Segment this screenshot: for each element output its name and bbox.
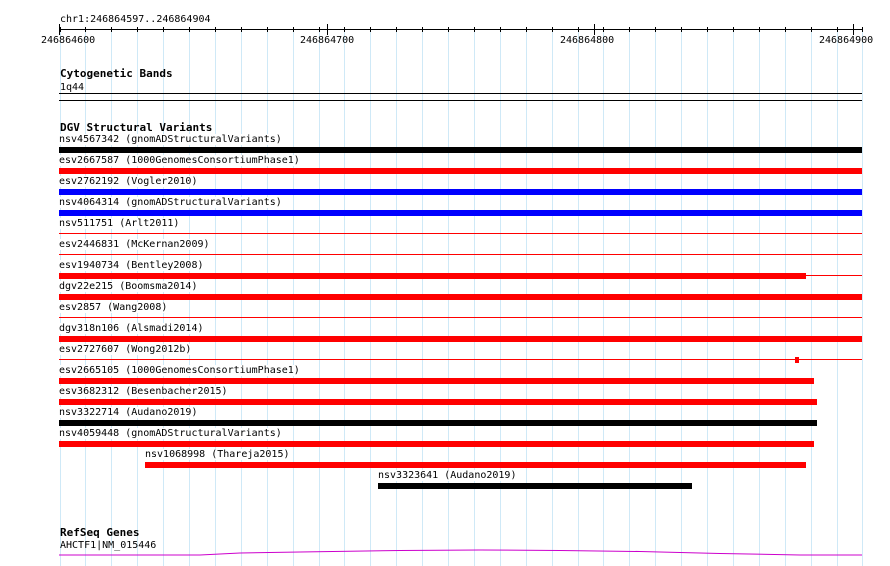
variant-label: esv3682312 (Besenbacher2015) bbox=[59, 386, 228, 397]
variant-label: nsv4064314 (gnomADStructuralVariants) bbox=[59, 197, 282, 208]
variant-label: esv1940734 (Bentley2008) bbox=[59, 260, 204, 271]
variant-label: esv2667587 (1000GenomesConsortiumPhase1) bbox=[59, 155, 300, 166]
ruler-tick-label: 246864800 bbox=[560, 35, 615, 46]
gene-label: AHCTF1|NM_015446 bbox=[60, 540, 157, 551]
track-title-refseq-genes: RefSeq Genes bbox=[60, 526, 140, 539]
variant-label: esv2727607 (Wong2012b) bbox=[59, 344, 192, 355]
variant-label: nsv3322714 (Audano2019) bbox=[59, 407, 198, 418]
variant-label: dgv318n106 (Alsmadi2014) bbox=[59, 323, 204, 334]
ruler-tick-label: 246864900 bbox=[819, 35, 874, 46]
variant-label: nsv511751 (Arlt2011) bbox=[59, 218, 180, 229]
variant-label: dgv22e215 (Boomsma2014) bbox=[59, 281, 198, 292]
variant-label: esv2446831 (McKernan2009) bbox=[59, 239, 210, 250]
variant-label: nsv1068998 (Thareja2015) bbox=[145, 449, 290, 460]
gene-line bbox=[59, 550, 862, 555]
variant-label: nsv4567342 (gnomADStructuralVariants) bbox=[59, 134, 282, 145]
location-label: chr1:246864597..246864904 bbox=[60, 14, 211, 25]
variant-label: esv2857 (Wang2008) bbox=[59, 302, 168, 313]
variant-label: nsv4059448 (gnomADStructuralVariants) bbox=[59, 428, 282, 439]
ruler-tick-label: 246864700 bbox=[300, 35, 355, 46]
cytoband-label: 1q44 bbox=[60, 82, 85, 93]
track-title-dgv-structural-variants: DGV Structural Variants bbox=[60, 121, 213, 134]
variant-label: esv2762192 (Vogler2010) bbox=[59, 176, 198, 187]
track-title-cytogenetic-bands: Cytogenetic Bands bbox=[60, 67, 173, 80]
variant-label: nsv3323641 (Audano2019) bbox=[378, 470, 517, 481]
variant-label: esv2665105 (1000GenomesConsortiumPhase1) bbox=[59, 365, 300, 376]
ruler-tick-label: 246864600 bbox=[41, 35, 96, 46]
